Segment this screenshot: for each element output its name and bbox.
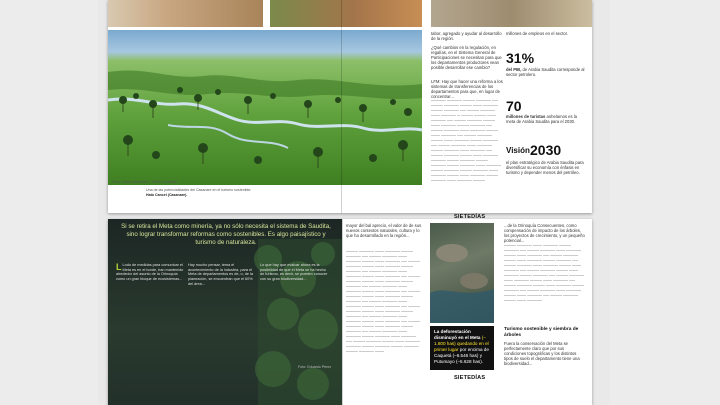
stat-text-pib bbox=[506, 67, 586, 77]
photo-credit: Foto: Julián Sarmiento – SIMA Colombia bbox=[112, 180, 177, 184]
photo-caption-text: Una de las potencialidades del Casanare en el turismo sostenible: bbox=[146, 188, 252, 192]
magazine-logo-top: SIETEDÍAS bbox=[454, 214, 486, 220]
dark-column-2: Hay mucho pensar, tema el acontecimiento de la industria, para el Meta de departamentos es de, o, de la planeación, se encuentran que el 60% del área... bbox=[188, 263, 254, 286]
background-left bbox=[0, 0, 98, 405]
interview-question: ¿Qué cambios en la regulación, en regalías, en el Sistema General de Participaciones se necesitan para que los departamentos productores vean posible desarrollar ese cambio? bbox=[431, 45, 502, 70]
stat-desc-tourists: anhelamos es la meta de Arabia Saudita para el 2030. bbox=[506, 114, 577, 124]
subhead-text: Fuera la conservación del Meta se perfectamente claro que por sus condiciones topográficas y los distintos tipos de suelo el departamento tiene una biodiversidad... bbox=[504, 341, 580, 366]
magazine-spread-bottom bbox=[108, 214, 592, 405]
magazine-logo-bottom: SIETEDÍAS bbox=[454, 375, 486, 381]
river-illustration bbox=[430, 223, 494, 323]
strip-photo-right bbox=[431, 0, 592, 27]
forest-illustration bbox=[108, 219, 342, 405]
answer-body: ───── ───── ──── ───── ── ──── ───── ──── ─── ───── ──── ───── ── ──── ───── ─── ───── ─ ──── ──── ─── ───── ── ──── ───── ──── ─── ───── ──── ───── ── ──── ───── ─── ───── ──── ─── ───── ── ──── ───── ──── ─── ───── ──── ───── ── ──── ───── ─── ───── ──── ───── ─── ───── ── ──── ───── ──── ─── ───── ───── ──── ───── ──── ───── ──── ───── ─── ───── ──── ───── ──── ───── ─── ───── ──── ─── ───── ──── ───── ─── ───── ──── bbox=[431, 98, 501, 183]
stat-number-tourists: 70 bbox=[506, 98, 522, 114]
page-fold-bottom bbox=[342, 219, 343, 405]
deforestation-text: La deforestación disminuyó en el Meta (–1.800 has) quedando en el primer lugar por encima de Caquetá (–6.546 has) y Putumayo (–5.628 has). bbox=[434, 329, 489, 364]
deforestation-callout bbox=[430, 326, 494, 370]
strip-photo-center bbox=[270, 0, 422, 27]
middle-column-body: ──── ───── ─── ───── ──── ───── ── ──── ───── ─── ───── ──── ─── ───── ── ──── ───── ──── ─── ───── ──── ───── ── ──── ───── ─── ───── ──── ─── ───── ── ──── ───── ──── ─── ───── ──── ───── ── ──── ───── ─── ───── ──── ─── ───── ── ──── ───── ──── ─── ───── ──── ───── ── ──── ───── ─── ───── ──── ─── ───── ── ──── ───── ──── ─── ───── ──── ───── ── ──── ───── ─── ───── ──── ─── ───── ── ──── ───── ──── ─── ───── ──── ───── ── ──── ───── ─── ───── ──── ───── ─── ───── ── ──── ───── ──── ─── ───── ───── ──── ───── ──── ───── ──── ───── ─── bbox=[346, 249, 421, 354]
forest-photo-page bbox=[108, 219, 342, 405]
photo-caption-title: Hato Cancel (Casanare). bbox=[146, 192, 188, 197]
section-subhead: Turismo sostenible y siembra de árboles bbox=[504, 327, 579, 338]
page-fold bbox=[341, 0, 342, 213]
right-column: ...de la Orinoquía Consecuentes, como compensación de impacto de los árboles, los proyectos de crecimiento, y un pequeño potencial... bbox=[504, 223, 585, 243]
intro-text: millones de empleos en el sector. bbox=[506, 31, 568, 36]
photo-caption bbox=[146, 188, 306, 197]
middle-column: mayor del bal aprecio, el valor de de sus nuevos contextos naturales, cultura y lo que ha desarrollado en la región... bbox=[346, 223, 422, 238]
stat-desc-pib: de Arabia Saudita corresponde al sector petrolero. bbox=[506, 67, 585, 77]
background-right bbox=[610, 0, 720, 405]
intro-tail: tabor, agregado y ayudar al desarrollo de la región. bbox=[431, 31, 502, 41]
savanna-illustration bbox=[108, 30, 422, 185]
right-column-body: ──── ───── ─── ───── ──── ───── ── ──── ───── ─── ───── ──── ─── ───── ── ──── ───── ──── ─── ───── ──── ───── ── ──── ───── ─── ───── ──── ─── ───── ── ──── ───── ──── ─── ───── ──── ───── ── ──── ───── ─── ───── ──── ─── ───── ── ──── ───── ──── ─── ───── ──── ───── ── ──── ───── ─── ───── ──── ─── ───── ── ──── ───── ──── ─── ───── bbox=[504, 243, 584, 303]
bottom-photo-credit: Foto: Eduardo Pérez bbox=[298, 365, 332, 369]
stat-number-vision: 2030 bbox=[530, 142, 562, 158]
dark-column-3: Lo que hay que evaluar ahora es la posibilidad de que el Meta se ha hecho de turismo, es decir, se pueden conocer con su gran biodiversidad... bbox=[260, 263, 328, 282]
stat-text-tourists bbox=[506, 114, 586, 124]
stat-label-tourists: millones de turistas bbox=[506, 114, 546, 119]
lead-paragraph: Si se retira el Meta como minería, ya no sólo necesita el sistema de Saudita, sino lograr transformar reformas como sostenibles. Es algo paisajístico y turismo de naturaleza. bbox=[121, 223, 331, 246]
stat-label-vision: Visión bbox=[506, 146, 530, 155]
river-rocks-photo bbox=[430, 223, 494, 323]
drop-cap: L bbox=[116, 262, 122, 272]
interview-answer: LFM: Hay que hacer una reforma a los sistemas de transferencias de los departamentos para que, en lugar de concentrar... bbox=[431, 79, 503, 99]
dark-column-1: L Lodo de medidas para comunicar el Meta es en el borde, han mantenido alrededor del asunto de la Orinoquía como un gran bloque de ecosistemas... bbox=[116, 262, 184, 282]
stat-label-pib: del PIB, bbox=[506, 67, 522, 72]
strip-photo-left bbox=[108, 0, 263, 27]
magazine-spread-top bbox=[108, 0, 592, 213]
savanna-river-photo bbox=[108, 30, 422, 185]
stat-desc-vision: el plan estratégico de Arabia Saudita para diversificar su economía con énfasis en turismo y depender menos del petróleo. bbox=[506, 160, 584, 175]
stat-number-pib: 31% bbox=[506, 50, 535, 66]
